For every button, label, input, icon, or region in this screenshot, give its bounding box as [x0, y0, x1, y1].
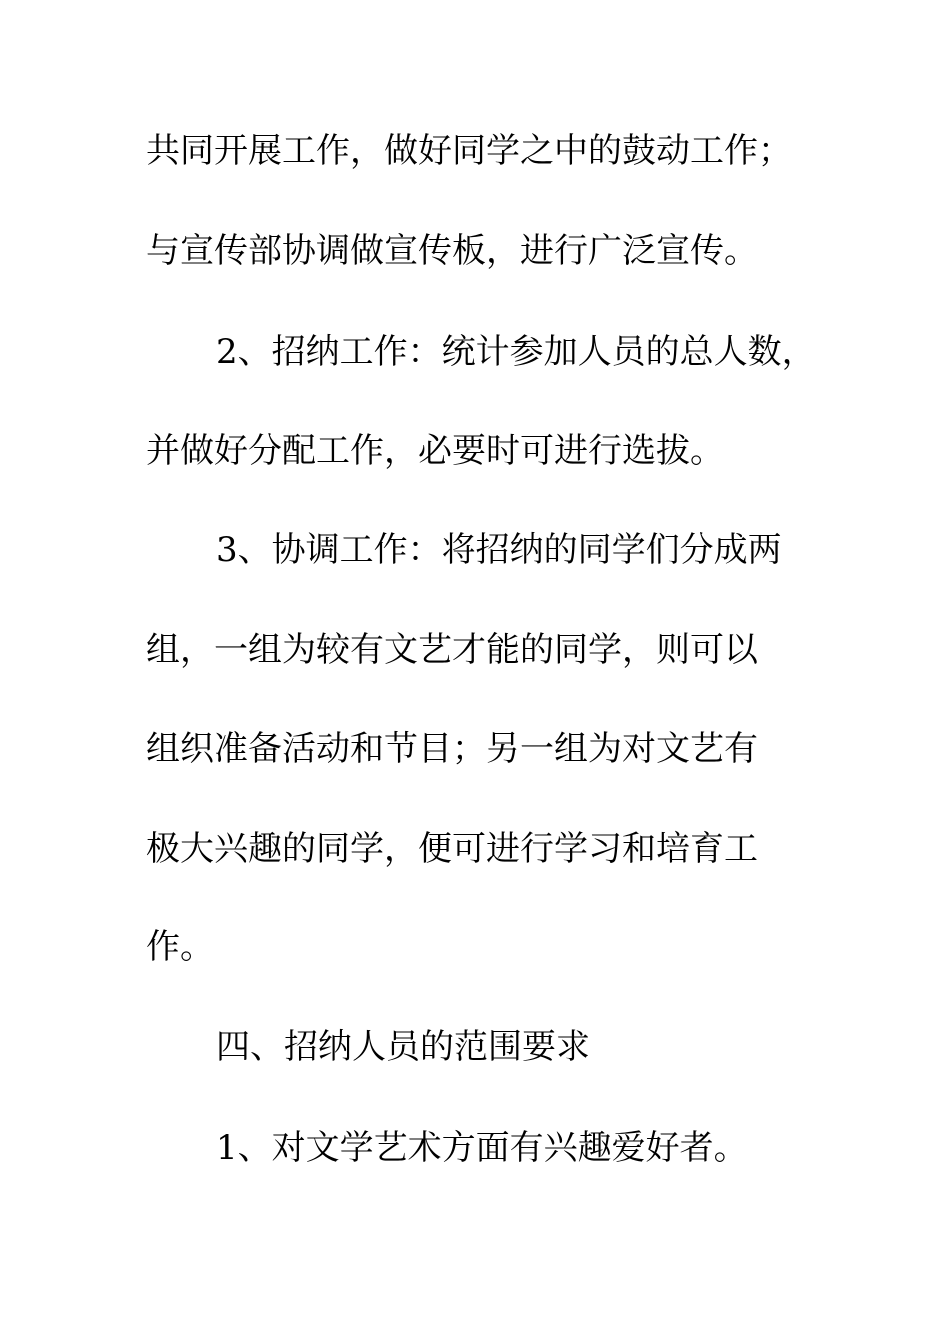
- paragraph-line: 1、对文学艺术方面有兴趣爱好者。: [216, 1128, 748, 1168]
- paragraph-line: 极大兴趣的同学，便可进行学习和培育工: [146, 829, 758, 869]
- paragraph-line: 并做好分配工作，必要时可进行选拔。: [146, 431, 724, 471]
- paragraph-line: 共同开展工作，做好同学之中的鼓动工作；: [146, 131, 792, 171]
- paragraph-line: 作。: [146, 927, 214, 967]
- paragraph-line: 组织准备活动和节目；另一组为对文艺有: [146, 729, 758, 769]
- section-heading: 四、招纳人员的范围要求: [216, 1027, 590, 1067]
- paragraph-line: 3、协调工作：将招纳的同学们分成两: [216, 530, 782, 570]
- paragraph-line: 组，一组为较有文艺才能的同学，则可以: [146, 630, 758, 670]
- paragraph-line: 与宣传部协调做宣传板，进行广泛宣传。: [146, 231, 758, 271]
- paragraph-line: 2、招纳工作：统计参加人员的总人数，: [216, 332, 816, 372]
